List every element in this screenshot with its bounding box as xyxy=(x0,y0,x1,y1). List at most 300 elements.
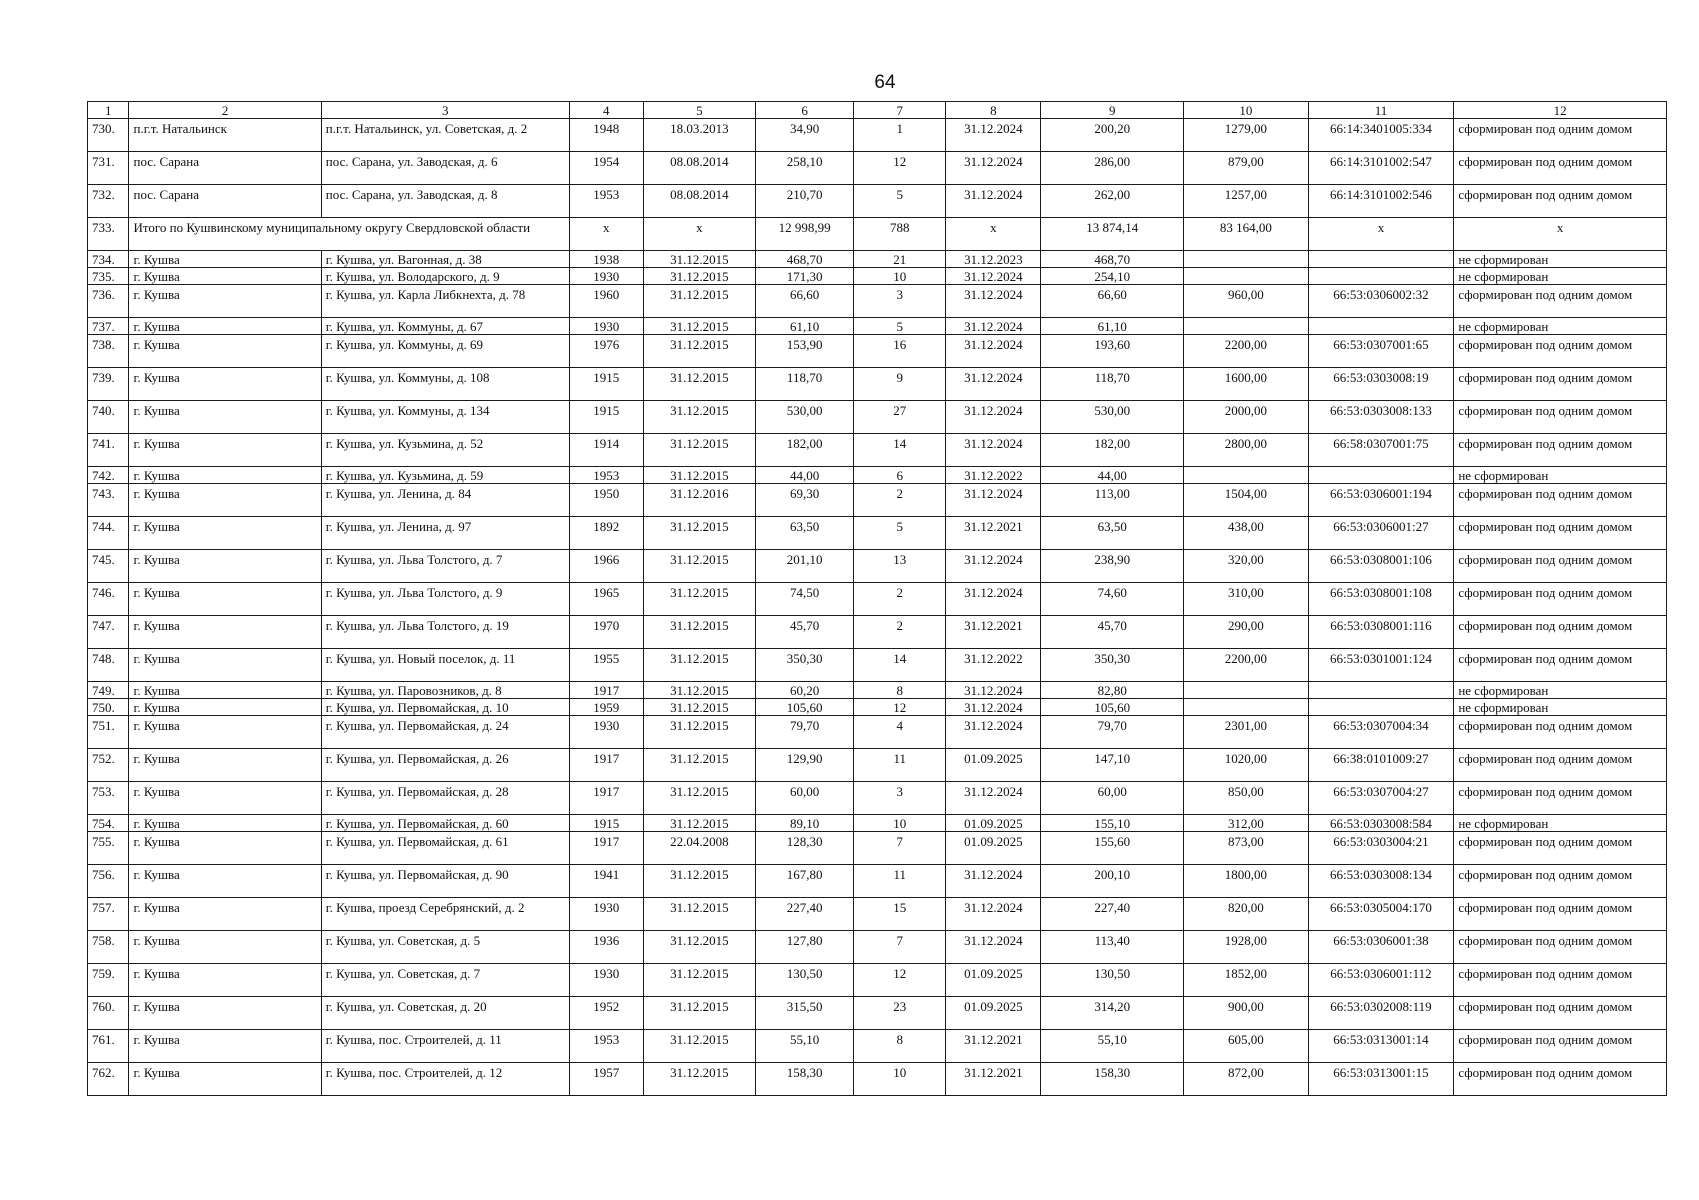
cell-recognition-date: 31.12.2015 xyxy=(643,335,755,368)
table-row xyxy=(88,335,1667,368)
cell-address: г. Кушва, ул. Коммуны, д. 108 xyxy=(321,368,569,401)
cell-land-area: 320,00 xyxy=(1184,550,1308,583)
cell-year-built: 1950 xyxy=(569,484,643,517)
cell-address: г. Кушва, проезд Серебрянский, д. 2 xyxy=(321,898,569,931)
cell-planned-date: 01.09.2025 xyxy=(946,749,1041,782)
cell-area-2: 200,20 xyxy=(1041,119,1184,152)
cell-planned-date: 31.12.2024 xyxy=(946,782,1041,815)
cell-year-built: 1917 xyxy=(569,749,643,782)
cell-area-2: 350,30 xyxy=(1041,649,1184,682)
cell-land-status: сформирован под одним домом xyxy=(1454,152,1667,185)
cell-year-built: 1936 xyxy=(569,931,643,964)
cell-settlement: г. Кушва xyxy=(129,865,321,898)
cell-residents-count: 12 xyxy=(854,699,946,716)
cell-settlement: г. Кушва xyxy=(129,467,321,484)
cell-planned-date: 31.12.2024 xyxy=(946,931,1041,964)
cell-residents-count: 13 xyxy=(854,550,946,583)
cell-area: 530,00 xyxy=(755,401,853,434)
cell-year-built: 1915 xyxy=(569,368,643,401)
column-number-1: 1 xyxy=(88,102,129,119)
cell-land-status: сформирован под одним домом xyxy=(1454,285,1667,318)
column-number-7: 7 xyxy=(854,102,946,119)
cell-address: г. Кушва, ул. Льва Толстого, д. 19 xyxy=(321,616,569,649)
cell-residents-count: 2 xyxy=(854,616,946,649)
table-row xyxy=(88,931,1667,964)
cell-settlement: г. Кушва xyxy=(129,682,321,699)
cell-recognition-date: 31.12.2015 xyxy=(643,467,755,484)
cell-area: 44,00 xyxy=(755,467,853,484)
cell-land-area: 960,00 xyxy=(1184,285,1308,318)
cell-recognition-date: 08.08.2014 xyxy=(643,185,755,218)
cell-planned-date: 31.12.2024 xyxy=(946,401,1041,434)
cell-area-2: 468,70 xyxy=(1041,251,1184,268)
cell-address: г. Кушва, ул. Кузьмина, д. 52 xyxy=(321,434,569,467)
cell-recognition-date: 31.12.2015 xyxy=(643,583,755,616)
cell-settlement: пос. Сарана xyxy=(129,185,321,218)
cell-residents-count: 8 xyxy=(854,1030,946,1063)
cell-cadastral-number: 66:53:0306001:194 xyxy=(1308,484,1454,517)
cell-settlement: г. Кушва xyxy=(129,484,321,517)
cell-area: 118,70 xyxy=(755,368,853,401)
cell-address: г. Кушва, пос. Строителей, д. 11 xyxy=(321,1030,569,1063)
cell-cadastral-number: х xyxy=(1308,218,1454,251)
cell-land-area: 1600,00 xyxy=(1184,368,1308,401)
cell-land-area xyxy=(1184,251,1308,268)
table-row xyxy=(88,218,1667,251)
cell-settlement: г. Кушва xyxy=(129,964,321,997)
table-row xyxy=(88,434,1667,467)
cell-planned-date: 31.12.2024 xyxy=(946,119,1041,152)
cell-land-area: 872,00 xyxy=(1184,1063,1308,1096)
cell-area-2: 105,60 xyxy=(1041,699,1184,716)
cell-settlement: г. Кушва xyxy=(129,649,321,682)
cell-planned-date: 31.12.2021 xyxy=(946,517,1041,550)
cell-planned-date: 31.12.2024 xyxy=(946,185,1041,218)
cell-planned-date: 31.12.2024 xyxy=(946,898,1041,931)
cell-land-status: сформирован под одним домом xyxy=(1454,1063,1667,1096)
cell-planned-date: 31.12.2024 xyxy=(946,318,1041,335)
cell-address: пос. Сарана, ул. Заводская, д. 6 xyxy=(321,152,569,185)
cell-land-status: сформирован под одним домом xyxy=(1454,865,1667,898)
cell-land-area: 1020,00 xyxy=(1184,749,1308,782)
cell-area-2: 74,60 xyxy=(1041,583,1184,616)
cell-row-number: 737. xyxy=(88,318,129,335)
cell-land-status: не сформирован xyxy=(1454,467,1667,484)
cell-address: г. Кушва, ул. Кузьмина, д. 59 xyxy=(321,467,569,484)
table-row xyxy=(88,268,1667,285)
table-row xyxy=(88,484,1667,517)
cell-settlement: г. Кушва xyxy=(129,434,321,467)
cell-land-status: сформирован под одним домом xyxy=(1454,119,1667,152)
cell-land-area: 605,00 xyxy=(1184,1030,1308,1063)
cell-settlement: г. Кушва xyxy=(129,368,321,401)
cell-address: пос. Сарана, ул. Заводская, д. 8 xyxy=(321,185,569,218)
cell-cadastral-number: 66:53:0306001:38 xyxy=(1308,931,1454,964)
cell-settlement: г. Кушва xyxy=(129,716,321,749)
cell-land-area: 2200,00 xyxy=(1184,335,1308,368)
cell-land-area: 83 164,00 xyxy=(1184,218,1308,251)
cell-area-2: 82,80 xyxy=(1041,682,1184,699)
cell-area-2: 254,10 xyxy=(1041,268,1184,285)
cell-year-built: 1917 xyxy=(569,782,643,815)
column-number-10: 10 xyxy=(1184,102,1308,119)
cell-residents-count: 3 xyxy=(854,285,946,318)
cell-year-built: 1914 xyxy=(569,434,643,467)
column-number-12: 12 xyxy=(1454,102,1667,119)
cell-land-area: 873,00 xyxy=(1184,832,1308,865)
cell-row-number: 747. xyxy=(88,616,129,649)
column-number-2: 2 xyxy=(129,102,321,119)
cell-address: г. Кушва, ул. Вагонная, д. 38 xyxy=(321,251,569,268)
cell-land-area: 850,00 xyxy=(1184,782,1308,815)
cell-area: 60,20 xyxy=(755,682,853,699)
cell-area: 182,00 xyxy=(755,434,853,467)
cell-cadastral-number xyxy=(1308,467,1454,484)
cell-land-status: сформирован под одним домом xyxy=(1454,1030,1667,1063)
cell-recognition-date: 31.12.2015 xyxy=(643,1063,755,1096)
column-number-8: 8 xyxy=(946,102,1041,119)
cell-area-2: 79,70 xyxy=(1041,716,1184,749)
cell-recognition-date: 08.08.2014 xyxy=(643,152,755,185)
cell-area-2: 238,90 xyxy=(1041,550,1184,583)
cell-row-number: 755. xyxy=(88,832,129,865)
cell-cadastral-number: 66:53:0303008:584 xyxy=(1308,815,1454,832)
cell-settlement: г. Кушва xyxy=(129,517,321,550)
table-row xyxy=(88,119,1667,152)
cell-area: 350,30 xyxy=(755,649,853,682)
cell-row-number: 751. xyxy=(88,716,129,749)
cell-planned-date: 31.12.2024 xyxy=(946,865,1041,898)
cell-land-status: сформирован под одним домом xyxy=(1454,997,1667,1030)
cell-planned-date: 31.12.2024 xyxy=(946,716,1041,749)
cell-residents-count: 1 xyxy=(854,119,946,152)
cell-residents-count: 5 xyxy=(854,185,946,218)
cell-land-status: сформирован под одним домом xyxy=(1454,550,1667,583)
cell-year-built: 1930 xyxy=(569,964,643,997)
cell-address: г. Кушва, ул. Льва Толстого, д. 7 xyxy=(321,550,569,583)
cell-land-status: сформирован под одним домом xyxy=(1454,368,1667,401)
cell-address: г. Кушва, ул. Первомайская, д. 26 xyxy=(321,749,569,782)
cell-residents-count: 9 xyxy=(854,368,946,401)
cell-land-status: сформирован под одним домом xyxy=(1454,931,1667,964)
cell-address: г. Кушва, ул. Советская, д. 5 xyxy=(321,931,569,964)
cell-year-built: 1952 xyxy=(569,997,643,1030)
cell-row-number: 738. xyxy=(88,335,129,368)
cell-settlement: пос. Сарана xyxy=(129,152,321,185)
column-number-6: 6 xyxy=(755,102,853,119)
cell-year-built: 1965 xyxy=(569,583,643,616)
cell-land-area: 900,00 xyxy=(1184,997,1308,1030)
cell-land-area: 879,00 xyxy=(1184,152,1308,185)
cell-cadastral-number: 66:53:0308001:106 xyxy=(1308,550,1454,583)
cell-area: 210,70 xyxy=(755,185,853,218)
cell-address: п.г.т. Натальинск, ул. Советская, д. 2 xyxy=(321,119,569,152)
cell-settlement: г. Кушва xyxy=(129,832,321,865)
cell-year-built: 1959 xyxy=(569,699,643,716)
cell-residents-count: 8 xyxy=(854,682,946,699)
cell-land-status: сформирован под одним домом xyxy=(1454,484,1667,517)
table-row xyxy=(88,699,1667,716)
table-row xyxy=(88,964,1667,997)
cell-planned-date: 31.12.2023 xyxy=(946,251,1041,268)
table-row xyxy=(88,251,1667,268)
column-number-9: 9 xyxy=(1041,102,1184,119)
cell-area: 69,30 xyxy=(755,484,853,517)
cell-land-status: сформирован под одним домом xyxy=(1454,335,1667,368)
cell-planned-date: 31.12.2022 xyxy=(946,467,1041,484)
cell-row-number: 757. xyxy=(88,898,129,931)
cell-land-area xyxy=(1184,268,1308,285)
cell-recognition-date: 31.12.2015 xyxy=(643,517,755,550)
cell-residents-count: 11 xyxy=(854,865,946,898)
cell-year-built: 1960 xyxy=(569,285,643,318)
cell-land-area xyxy=(1184,318,1308,335)
cell-address: г. Кушва, ул. Коммуны, д. 134 xyxy=(321,401,569,434)
cell-area: 34,90 xyxy=(755,119,853,152)
cell-address: г. Кушва, ул. Первомайская, д. 28 xyxy=(321,782,569,815)
total-label: Итого по Кушвинскому муниципальному округу Свердловской области xyxy=(129,218,569,251)
cell-recognition-date: 31.12.2015 xyxy=(643,997,755,1030)
cell-year-built: 1917 xyxy=(569,832,643,865)
cell-land-area xyxy=(1184,699,1308,716)
cell-cadastral-number: 66:53:0307004:27 xyxy=(1308,782,1454,815)
cell-land-status: сформирован под одним домом xyxy=(1454,185,1667,218)
cell-area-2: 55,10 xyxy=(1041,1030,1184,1063)
cell-row-number: 733. xyxy=(88,218,129,251)
cell-cadastral-number: 66:53:0313001:15 xyxy=(1308,1063,1454,1096)
cell-area-2: 63,50 xyxy=(1041,517,1184,550)
cell-year-built: 1938 xyxy=(569,251,643,268)
cell-address: г. Кушва, ул. Ленина, д. 84 xyxy=(321,484,569,517)
cell-row-number: 749. xyxy=(88,682,129,699)
table-row xyxy=(88,682,1667,699)
cell-recognition-date: 31.12.2015 xyxy=(643,550,755,583)
table-row xyxy=(88,517,1667,550)
cell-settlement: г. Кушва xyxy=(129,997,321,1030)
cell-address: г. Кушва, ул. Первомайская, д. 24 xyxy=(321,716,569,749)
cell-area-2: 262,00 xyxy=(1041,185,1184,218)
cell-land-area: 310,00 xyxy=(1184,583,1308,616)
cell-year-built: 1915 xyxy=(569,401,643,434)
cell-recognition-date: 31.12.2015 xyxy=(643,434,755,467)
cell-row-number: 762. xyxy=(88,1063,129,1096)
cell-area-2: 61,10 xyxy=(1041,318,1184,335)
cell-recognition-date: 31.12.2015 xyxy=(643,964,755,997)
cell-cadastral-number: 66:53:0308001:108 xyxy=(1308,583,1454,616)
cell-settlement: г. Кушва xyxy=(129,285,321,318)
cell-land-status: сформирован под одним домом xyxy=(1454,832,1667,865)
cell-area-2: 13 874,14 xyxy=(1041,218,1184,251)
cell-cadastral-number: 66:53:0303008:134 xyxy=(1308,865,1454,898)
cell-residents-count: 5 xyxy=(854,517,946,550)
cell-land-area: 1928,00 xyxy=(1184,931,1308,964)
table-row xyxy=(88,815,1667,832)
cell-row-number: 736. xyxy=(88,285,129,318)
cell-year-built: 1948 xyxy=(569,119,643,152)
cell-cadastral-number: 66:53:0307004:34 xyxy=(1308,716,1454,749)
cell-land-area: 312,00 xyxy=(1184,815,1308,832)
table-row xyxy=(88,401,1667,434)
cell-address: г. Кушва, пос. Строителей, д. 12 xyxy=(321,1063,569,1096)
page-number: 64 xyxy=(874,72,896,93)
cell-area: 315,50 xyxy=(755,997,853,1030)
cell-residents-count: 5 xyxy=(854,318,946,335)
table-row xyxy=(88,368,1667,401)
cell-area: 79,70 xyxy=(755,716,853,749)
cell-land-status: не сформирован xyxy=(1454,682,1667,699)
cell-planned-date: 31.12.2024 xyxy=(946,682,1041,699)
table-row xyxy=(88,318,1667,335)
cell-land-status: сформирован под одним домом xyxy=(1454,749,1667,782)
cell-settlement: г. Кушва xyxy=(129,616,321,649)
cell-recognition-date: 31.12.2016 xyxy=(643,484,755,517)
cell-area-2: 113,00 xyxy=(1041,484,1184,517)
cell-residents-count: 3 xyxy=(854,782,946,815)
cell-land-area: 1279,00 xyxy=(1184,119,1308,152)
cell-land-status: не сформирован xyxy=(1454,251,1667,268)
cell-cadastral-number: 66:14:3101002:546 xyxy=(1308,185,1454,218)
cell-year-built: 1930 xyxy=(569,898,643,931)
cell-area-2: 113,40 xyxy=(1041,931,1184,964)
cell-recognition-date: х xyxy=(643,218,755,251)
table-row xyxy=(88,185,1667,218)
cell-land-status: не сформирован xyxy=(1454,815,1667,832)
cell-row-number: 748. xyxy=(88,649,129,682)
cell-land-area: 820,00 xyxy=(1184,898,1308,931)
cell-planned-date: 31.12.2024 xyxy=(946,335,1041,368)
cell-planned-date: 31.12.2024 xyxy=(946,152,1041,185)
table-row xyxy=(88,1030,1667,1063)
cell-cadastral-number: 66:53:0303008:133 xyxy=(1308,401,1454,434)
cell-cadastral-number: 66:53:0302008:119 xyxy=(1308,997,1454,1030)
cell-land-area: 2200,00 xyxy=(1184,649,1308,682)
cell-recognition-date: 31.12.2015 xyxy=(643,699,755,716)
cell-residents-count: 23 xyxy=(854,997,946,1030)
cell-area: 468,70 xyxy=(755,251,853,268)
column-number-row xyxy=(88,102,1667,119)
cell-area: 63,50 xyxy=(755,517,853,550)
cell-settlement: г. Кушва xyxy=(129,699,321,716)
cell-row-number: 758. xyxy=(88,931,129,964)
cell-cadastral-number: 66:53:0305004:170 xyxy=(1308,898,1454,931)
cell-year-built: 1917 xyxy=(569,682,643,699)
cell-area-2: 155,60 xyxy=(1041,832,1184,865)
cell-area: 105,60 xyxy=(755,699,853,716)
cell-year-built: 1955 xyxy=(569,649,643,682)
cell-area-2: 66,60 xyxy=(1041,285,1184,318)
cell-land-status: сформирован под одним домом xyxy=(1454,898,1667,931)
cell-row-number: 750. xyxy=(88,699,129,716)
cell-residents-count: 10 xyxy=(854,1063,946,1096)
cell-settlement: г. Кушва xyxy=(129,583,321,616)
cell-cadastral-number: 66:53:0308001:116 xyxy=(1308,616,1454,649)
cell-cadastral-number xyxy=(1308,682,1454,699)
cell-residents-count: 27 xyxy=(854,401,946,434)
cell-area-2: 193,60 xyxy=(1041,335,1184,368)
cell-land-area: 1257,00 xyxy=(1184,185,1308,218)
cell-residents-count: 2 xyxy=(854,583,946,616)
cell-row-number: 741. xyxy=(88,434,129,467)
cell-residents-count: 16 xyxy=(854,335,946,368)
cell-year-built: 1930 xyxy=(569,318,643,335)
cell-row-number: 732. xyxy=(88,185,129,218)
cell-cadastral-number: 66:53:0303008:19 xyxy=(1308,368,1454,401)
cell-area-2: 45,70 xyxy=(1041,616,1184,649)
cell-recognition-date: 18.03.2013 xyxy=(643,119,755,152)
cell-planned-date: 31.12.2021 xyxy=(946,1063,1041,1096)
cell-year-built: 1953 xyxy=(569,185,643,218)
cell-land-area: 1800,00 xyxy=(1184,865,1308,898)
cell-cadastral-number xyxy=(1308,318,1454,335)
cell-address: г. Кушва, ул. Коммуны, д. 67 xyxy=(321,318,569,335)
cell-address: г. Кушва, ул. Первомайская, д. 90 xyxy=(321,865,569,898)
cell-area-2: 227,40 xyxy=(1041,898,1184,931)
column-number-4: 4 xyxy=(569,102,643,119)
cell-recognition-date: 31.12.2015 xyxy=(643,865,755,898)
cell-area: 130,50 xyxy=(755,964,853,997)
cell-area-2: 130,50 xyxy=(1041,964,1184,997)
cell-year-built: 1941 xyxy=(569,865,643,898)
cell-recognition-date: 31.12.2015 xyxy=(643,749,755,782)
cell-land-status: сформирован под одним домом xyxy=(1454,649,1667,682)
cell-year-built: 1953 xyxy=(569,1030,643,1063)
cell-land-status: сформирован под одним домом xyxy=(1454,616,1667,649)
cell-area: 45,70 xyxy=(755,616,853,649)
cell-row-number: 756. xyxy=(88,865,129,898)
cell-address: г. Кушва, ул. Володарского, д. 9 xyxy=(321,268,569,285)
cell-settlement: г. Кушва xyxy=(129,335,321,368)
cell-area-2: 44,00 xyxy=(1041,467,1184,484)
table-row xyxy=(88,997,1667,1030)
cell-cadastral-number: 66:53:0306002:32 xyxy=(1308,285,1454,318)
cell-planned-date: 31.12.2022 xyxy=(946,649,1041,682)
cell-year-built: 1970 xyxy=(569,616,643,649)
cell-cadastral-number xyxy=(1308,251,1454,268)
cell-residents-count: 7 xyxy=(854,832,946,865)
cell-land-area: 290,00 xyxy=(1184,616,1308,649)
cell-land-area: 438,00 xyxy=(1184,517,1308,550)
cell-recognition-date: 31.12.2015 xyxy=(643,1030,755,1063)
cell-residents-count: 21 xyxy=(854,251,946,268)
cell-planned-date: 31.12.2024 xyxy=(946,285,1041,318)
cell-cadastral-number: 66:53:0306001:27 xyxy=(1308,517,1454,550)
cell-address: г. Кушва, ул. Первомайская, д. 61 xyxy=(321,832,569,865)
table-row xyxy=(88,285,1667,318)
cell-cadastral-number: 66:53:0306001:112 xyxy=(1308,964,1454,997)
cell-row-number: 731. xyxy=(88,152,129,185)
cell-planned-date: 31.12.2024 xyxy=(946,434,1041,467)
cell-row-number: 739. xyxy=(88,368,129,401)
cell-land-status: сформирован под одним домом xyxy=(1454,517,1667,550)
cell-cadastral-number xyxy=(1308,268,1454,285)
cell-year-built: 1915 xyxy=(569,815,643,832)
cell-address: г. Кушва, ул. Советская, д. 20 xyxy=(321,997,569,1030)
cell-residents-count: 12 xyxy=(854,152,946,185)
cell-address: г. Кушва, ул. Советская, д. 7 xyxy=(321,964,569,997)
cell-area: 12 998,99 xyxy=(755,218,853,251)
cell-address: г. Кушва, ул. Карла Либкнехта, д. 78 xyxy=(321,285,569,318)
cell-area-2: 155,10 xyxy=(1041,815,1184,832)
cell-area-2: 530,00 xyxy=(1041,401,1184,434)
cell-planned-date: 01.09.2025 xyxy=(946,997,1041,1030)
cell-residents-count: 2 xyxy=(854,484,946,517)
cell-area-2: 158,30 xyxy=(1041,1063,1184,1096)
table-row xyxy=(88,152,1667,185)
cell-year-built: 1957 xyxy=(569,1063,643,1096)
cell-row-number: 754. xyxy=(88,815,129,832)
cell-land-status: сформирован под одним домом xyxy=(1454,964,1667,997)
column-number-3: 3 xyxy=(321,102,569,119)
